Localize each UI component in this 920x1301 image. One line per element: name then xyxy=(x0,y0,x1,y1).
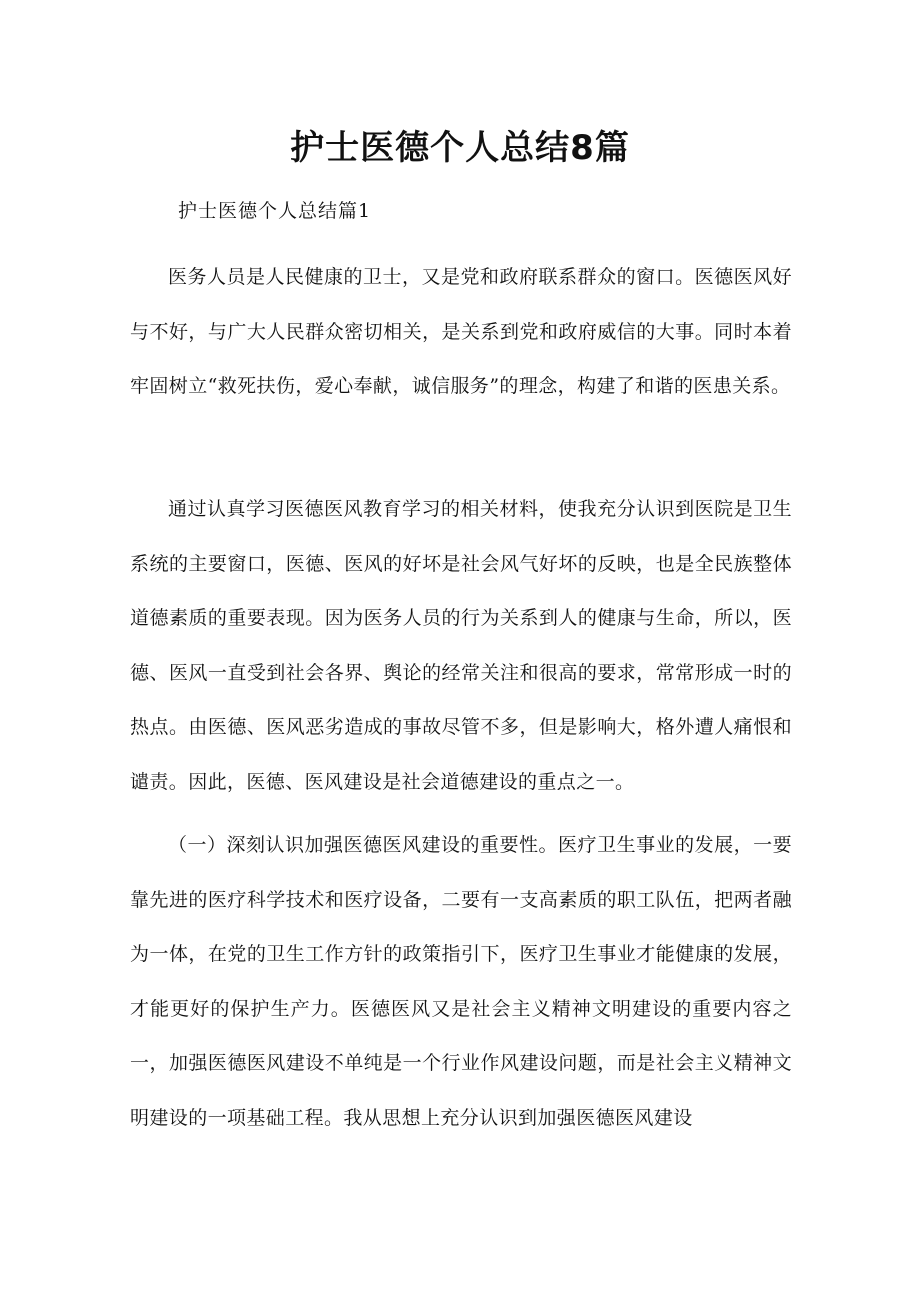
section-heading: 护士医德个人总结篇1 xyxy=(178,200,372,222)
document-title: 护士医德个人总结8篇 xyxy=(290,128,630,168)
paragraph-3: （一）深刻认识加强医德医风建设的重要性。医疗卫生事业的发展，一要靠先进的医疗科学技术和医疗设备，二要有一支高素质的职工队伍，把两者融为一体，在党的卫生工作方针的政策指引下，医疗卫生事业才能健康的发展，才能更好的保护生产力。医德医风又是社会主义精神文明建设的重要内容之一，加强医德医风建设不单纯是一个行业作风建设问题，而是社会主义精神文明建设的一项基础工程。我从思想上充分认识到加强医德医风建设 xyxy=(130,834,792,1129)
paragraph-1: 医务人员是人民健康的卫士，又是党和政府联系群众的窗口。医德医风好与不好，与广大人民群众密切相关，是关系到党和政府威信的大事。同时本着牢固树立“救死扶伤，爱心奉献，诚信服务”的理念，构建了和谐的医患关系。 xyxy=(130,266,792,397)
paragraph-2: 通过认真学习医德医风教育学习的相关材料，使我充分认识到医院是卫生系统的主要窗口，医德、医风的好坏是社会风气好坏的反映，也是全民族整体道德素质的重要表现。因为医务人员的行为关系到人的健康与生命，所以，医德、医风一直受到社会各界、舆论的经常关注和很高的要求，常常形成一时的热点。由医德、医风恶劣造成的事故尽管不多，但是影响大，格外遭人痛恨和谴责。因此，医德、医风建设是社会道德建设的重点之一。 xyxy=(130,498,792,793)
